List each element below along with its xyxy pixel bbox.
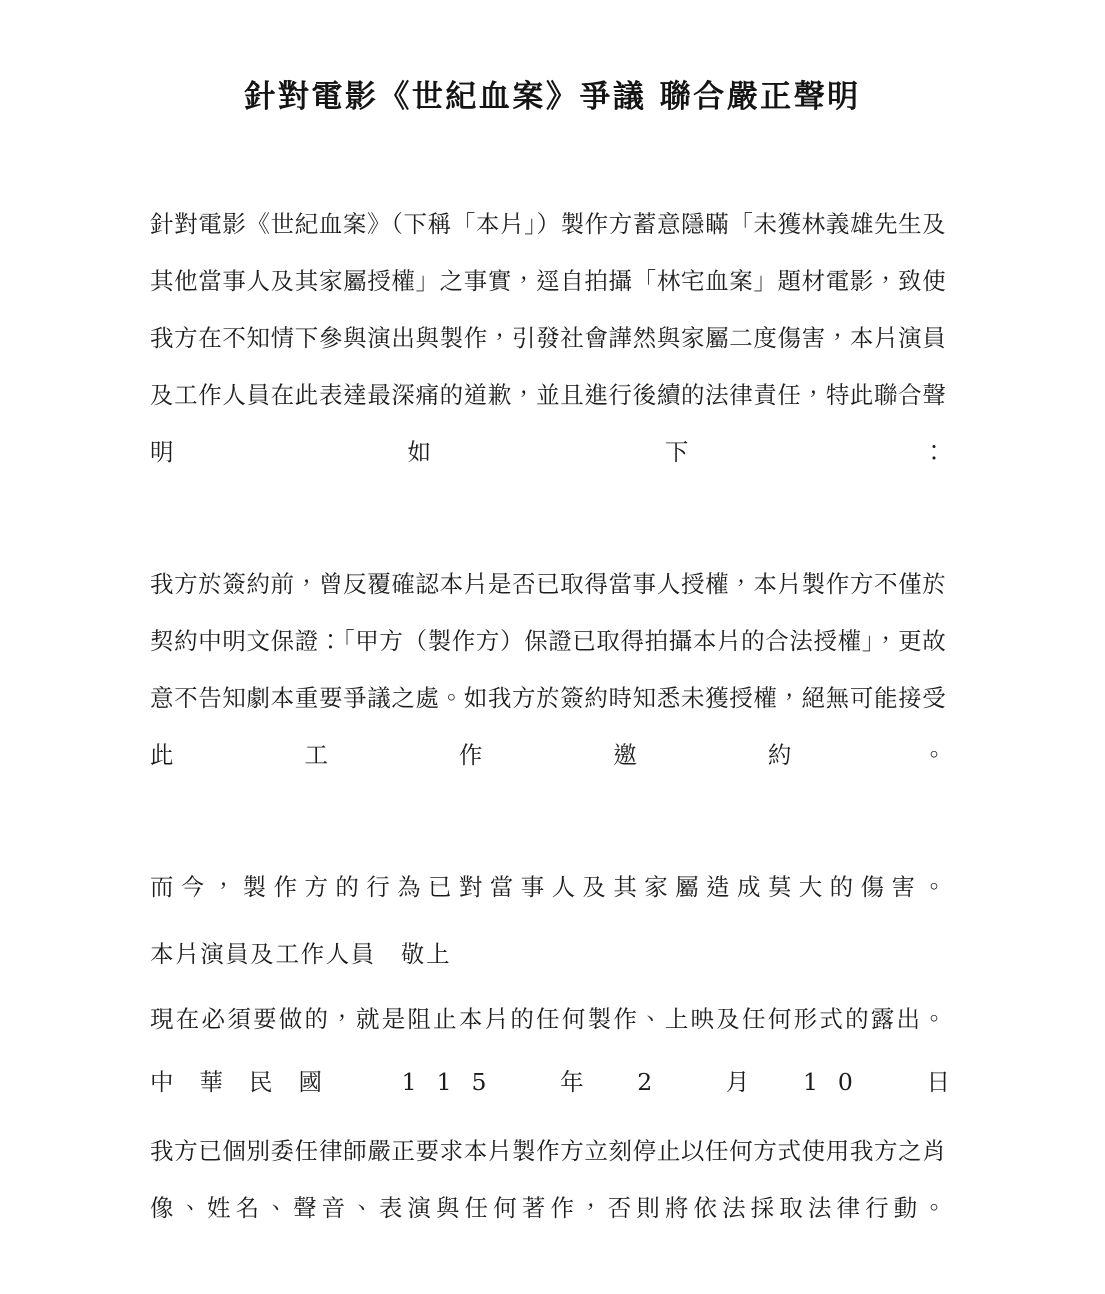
statement-paragraph-1: 針對電影《世紀血案》（下稱「本片」）製作方蓄意隱瞞「未獲林義雄先生及其他當事人及其家屬授權」之事實，逕自拍攝「林宅血案」題材電影，致使我方在不知情下參與演出與製作，引發社會譁然與家屬二度傷害，本片演員及工作人員在此表達最深痛的道歉，並且進行後續的法律責任，特此聯合聲明如下：: [150, 210, 946, 466]
date-day-unit: 日: [926, 1068, 950, 1096]
date-year-value: 115: [401, 1068, 507, 1096]
statement-paragraph-2: 我方於簽約前，曾反覆確認本片是否已取得當事人授權，本片製作方不僅於契約中明文保證：「甲方（製作方）保證已取得拍攝本片的合法授權」，更故意不告知劇本重要爭議之處。如我方於簽約時知悉未獲授權，絕無可能接受此工作邀約。: [150, 570, 946, 769]
date-era: 中華民國: [150, 1068, 348, 1096]
statement-paragraph-4: 現在必須要做的，就是阻止本片的任何製作、上映及任何形式的露出。: [150, 1005, 946, 1033]
date-line: [150, 1062, 950, 1102]
statement-paragraph-3: 而今，製作方的行為已對當事人及其家屬造成莫大的傷害。: [150, 873, 946, 901]
date-day-value: 10: [802, 1068, 873, 1096]
date-month-value: 2: [637, 1068, 673, 1096]
date-year-unit: 年: [560, 1068, 584, 1096]
date-month-unit: 月: [725, 1068, 750, 1096]
statement-paragraph-5: 我方已個別委任律師嚴正要求本片製作方立刻停止以任何方式使用我方之肖像、姓名、聲音、表演與任何著作，否則將依法採取法律行動。: [150, 1137, 946, 1222]
page-title: 針對電影《世紀血案》爭議 聯合嚴正聲明: [244, 78, 861, 115]
statement-body: [150, 196, 946, 1294]
signature-line: 本片演員及工作人員 敬上: [150, 940, 452, 968]
